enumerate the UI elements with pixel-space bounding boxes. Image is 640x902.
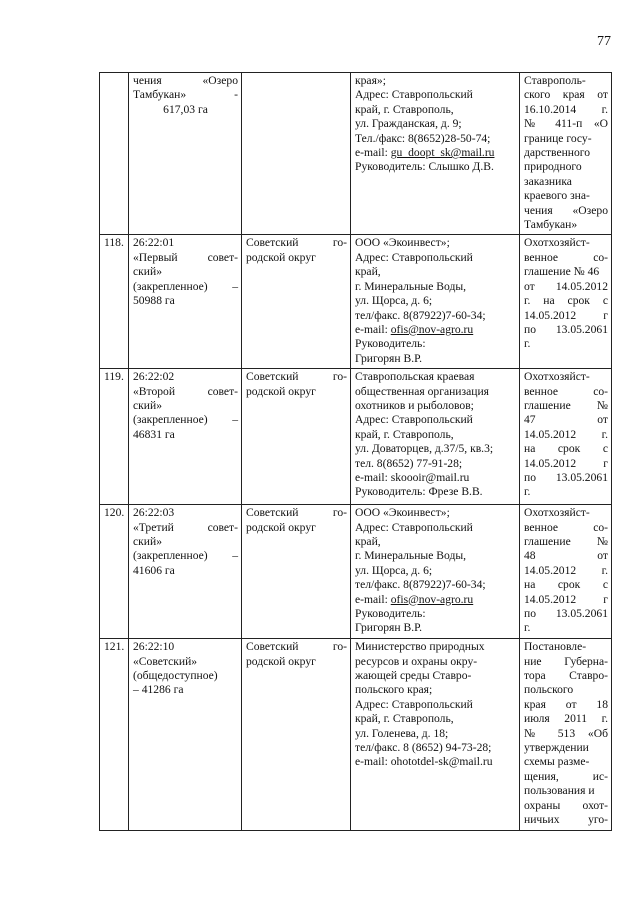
organization-cell: ООО «Экоинвест»; Адрес: Ставропольский край, г. Минеральные Воды, ул. Щорса, д. 6; тел/факс. 8(87922)7-60-34; e-mail: ofis@nov-agro.ru Руководитель: Григорян В.Р.: [351, 235, 520, 369]
basis-cell: Охотхозяйст- венное со- глашение № 47 от 14.05.2012 г. на срок с 14.05.2012 г по 13.05.2061 г.: [520, 369, 612, 505]
email-link[interactable]: ofis@nov-agro.ru: [390, 322, 474, 336]
table-row: [100, 639, 612, 831]
organization-cell: Министерство природных ресурсов и охраны окру- жающей среды Ставро- польского края; Адрес: Ставропольский край, г. Ставрополь, ул. Голенева, д. 18; тел/факс. 8 (8652) 94-73-28; e-mail: ohototdel-sk@mail.ru: [351, 639, 520, 831]
row-number-cell: 119.: [100, 369, 129, 505]
district-cell: Советский го- родской округ: [242, 369, 351, 505]
district-cell: [242, 73, 351, 235]
district-cell: Советский го- родской округ: [242, 505, 351, 639]
email-link[interactable]: gu_doopt_sk@mail.ru: [390, 146, 495, 160]
basis-cell: Охотхозяйст- венное со- глашение № 48 от 14.05.2012 г. на срок с 14.05.2012 г по 13.05.2061 г.: [520, 505, 612, 639]
table-row: [100, 73, 612, 235]
area-cell: 26:22:01 «Первый совет- ский» (закрепленное) – 50988 га: [129, 235, 242, 369]
area-cell: 26:22:02 «Второй совет- ский» (закрепленное) – 46831 га: [129, 369, 242, 505]
email-link[interactable]: ofis@nov-agro.ru: [390, 592, 474, 606]
district-cell: Советский го- родской округ: [242, 639, 351, 831]
hunting-grounds-table: [99, 72, 612, 831]
area-cell: 26:22:03 «Третий совет- ский» (закрепленное) – 41606 га: [129, 505, 242, 639]
table-row: [100, 369, 612, 505]
basis-cell: Постановле- ние Губерна- тора Ставро- польского края от 18 июля 2011 г. № 513 «Об утверждении схемы разме- щения, ис- пользования и охраны охот- ничьих уго-: [520, 639, 612, 831]
basis-cell: Ставрополь- ского края от 16.10.2014 г. № 411-п «О границе госу- дарственного природного заказника краевого зна- чения «Озеро Тамбукан»: [520, 73, 612, 235]
district-cell: Советский го- родской округ: [242, 235, 351, 369]
row-number-cell: [100, 73, 129, 235]
area-cell: чения «Озеро Тамбукан» - 617,03 га: [129, 73, 242, 235]
row-number-cell: 120.: [100, 505, 129, 639]
table-row: [100, 505, 612, 639]
organization-cell: края»; Адрес: Ставропольский край, г. Ставрополь, ул. Гражданская, д. 9; Тел./факс: 8(8652)28-50-74; e-mail: gu_doopt_sk@mail.ru Руководитель: Слышко Д.В.: [351, 73, 520, 235]
organization-cell: Ставропольская краевая общественная организация охотников и рыболовов; Адрес: Ставропольский край, г. Ставрополь, ул. Доваторцев, д.37/5, кв.3; тел. 8(8652) 77-91-28; e-mail: skoooir@mail.ru Руководитель: Фрезе В.В.: [351, 369, 520, 505]
basis-cell: Охотхозяйст- венное со- глашение № 46 от 14.05.2012 г. на срок с 14.05.2012 г по 13.05.2061 г.: [520, 235, 612, 369]
row-number-cell: 118.: [100, 235, 129, 369]
row-number-cell: 121.: [100, 639, 129, 831]
table-row: [100, 235, 612, 369]
page-number: 77: [597, 34, 611, 49]
organization-cell: ООО «Экоинвест»; Адрес: Ставропольский край, г. Минеральные Воды, ул. Щорса, д. 6; тел/факс. 8(87922)7-60-34; e-mail: ofis@nov-agro.ru Руководитель: Григорян В.Р.: [351, 505, 520, 639]
area-cell: 26:22:10 «Советский» (общедоступное) – 41286 га: [129, 639, 242, 831]
